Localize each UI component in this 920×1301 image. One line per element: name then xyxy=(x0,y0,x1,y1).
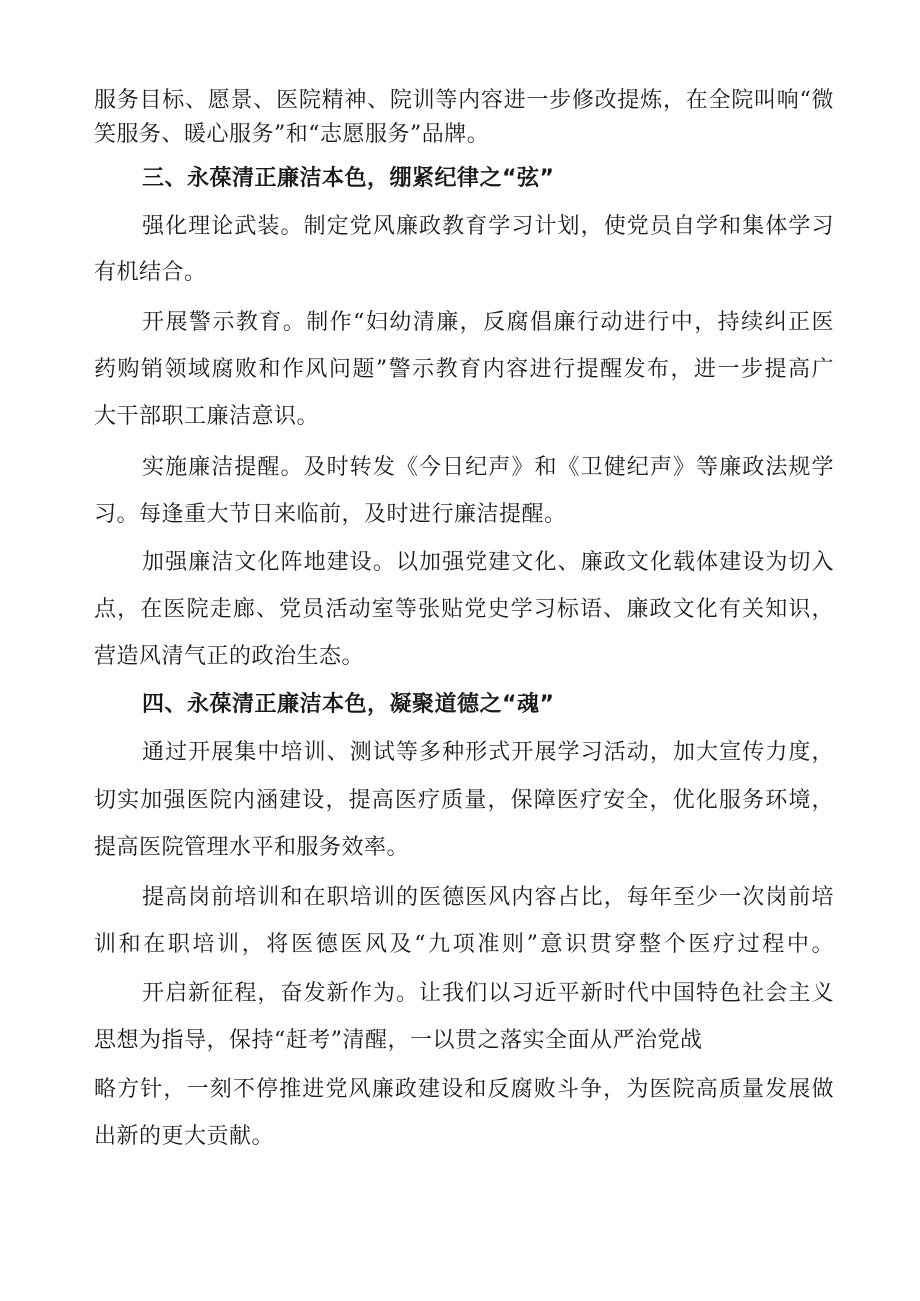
section-heading-4: 四、永葆清正廉洁本色，凝聚道德之“魂” xyxy=(142,692,555,717)
paragraph-line: 训和在职培训，将医德医风及“九项准则”意识贯穿整个医疗过程中。 xyxy=(94,932,834,957)
paragraph-line: 药购销领域腐败和作风问题”警示教育内容进行提醒发布，进一步提高广 xyxy=(94,357,834,382)
paragraph-line: 习。每逢重大节日来临前，及时进行廉洁提醒。 xyxy=(94,502,567,527)
paragraph-line: 提高医院管理水平和服务效率。 xyxy=(94,835,410,860)
paragraph-line: 营造风清气正的政治生态。 xyxy=(94,644,365,669)
paragraph-line: 通过开展集中培训、测试等多种形式开展学习活动，加大宣传力度， xyxy=(142,740,834,765)
paragraph-line: 加强廉洁文化阵地建设。以加强党建文化、廉政文化载体建设为切入 xyxy=(142,550,834,575)
paragraph-line: 强化理论武装。制定党风廉政教育学习计划，使党员自学和集体学习 xyxy=(142,214,834,239)
paragraph-line: 略方针，一刻不停推进党风廉政建设和反腐败斗争，为医院高质量发展做 xyxy=(94,1077,834,1102)
paragraph-line: 开展警示教育。制作“妇幼清廉，反腐倡廉行动进行中，持续纠正医 xyxy=(142,310,834,335)
section-heading-3: 三、永葆清正廉洁本色，绷紧纪律之“弦” xyxy=(142,166,555,191)
paragraph-line: 点，在医院走廊、党员活动室等张贴党史学习标语、廉政文化有关知识， xyxy=(94,597,834,622)
paragraph-line: 提高岗前培训和在职培训的医德医风内容占比，每年至少一次岗前培 xyxy=(142,885,834,910)
paragraph-line: 切实加强医院内涵建设，提高医疗质量，保障医疗安全，优化服务环境， xyxy=(94,788,834,813)
paragraph-line: 实施廉洁提醒。及时转发《今日纪声》和《卫健纪声》等廉政法规学 xyxy=(142,455,834,480)
paragraph-line: 笑服务、暖心服务”和“志愿服务”品牌。 xyxy=(94,122,490,147)
paragraph-line: 出新的更大贡献。 xyxy=(94,1124,275,1149)
paragraph-line: 服务目标、愿景、医院精神、院训等内容进一步修改提炼，在全院叫响“微 xyxy=(94,88,834,113)
paragraph-line: 大干部职工廉洁意识。 xyxy=(94,404,320,429)
paragraph-line: 有机结合。 xyxy=(94,260,207,285)
paragraph-line: 开启新征程，奋发新作为。让我们以习近平新时代中国特色社会主义 xyxy=(142,981,834,1006)
paragraph-line: 思想为指导，保持“赶考”清醒，一以贯之落实全面从严治党战 xyxy=(94,1028,703,1053)
